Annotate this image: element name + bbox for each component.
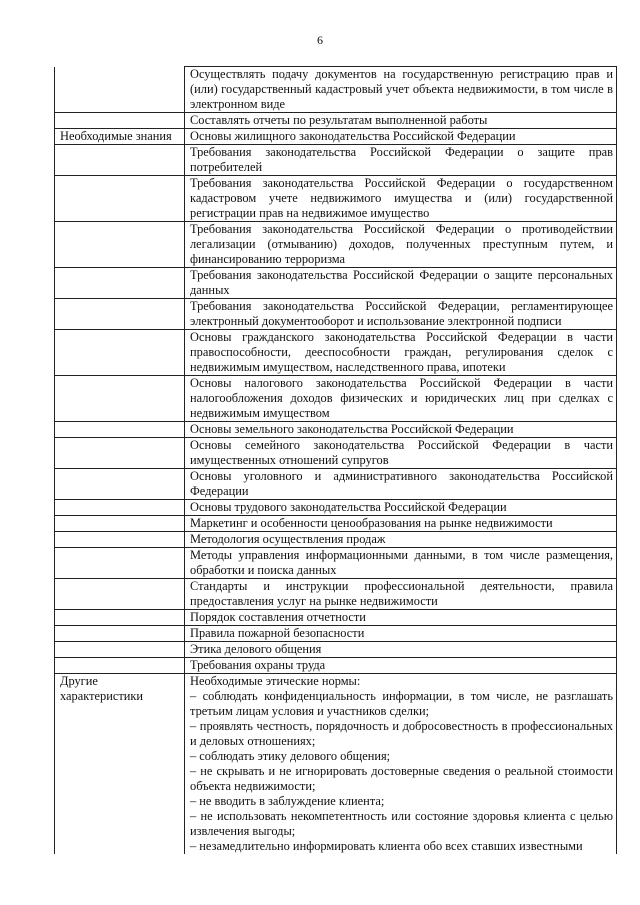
row-requirement-cell: Требования законодательства Российской Федерации о противодействии легализации (отмыванию) доходов, полученных преступным путем, и финансированию терроризма [185, 222, 617, 268]
row-requirement-cell: Основы уголовного и административного законодательства Российской Федерации [185, 469, 617, 500]
row-requirement-cell: Правила пожарной безопасности [185, 626, 617, 642]
table-row [55, 438, 617, 469]
table-row [55, 548, 617, 579]
table-row [55, 113, 617, 129]
table-row [55, 67, 617, 113]
row-requirement-cell: Осуществлять подачу документов на государственную регистрацию прав и (или) государственный кадастровый учет объекта недвижимости, в том числе в электронном виде [185, 67, 617, 113]
table-body [55, 67, 617, 855]
row-category-cell [55, 268, 185, 299]
row-requirement-cell: Составлять отчеты по результатам выполненной работы [185, 113, 617, 129]
row-category-cell [55, 626, 185, 642]
row-requirement-cell: Методы управления информационными данными, в том числе размещения, обработки и поиска данных [185, 548, 617, 579]
row-category-cell [55, 532, 185, 548]
row-requirement-cell: Методология осуществления продаж [185, 532, 617, 548]
row-category-cell [55, 548, 185, 579]
row-requirement-cell: Основы трудового законодательства Российской Федерации [185, 500, 617, 516]
table-row [55, 626, 617, 642]
ethical-norm-item: – соблюдать этику делового общения; [190, 749, 391, 763]
row-requirement-cell: Основы жилищного законодательства Российской Федерации [185, 129, 617, 145]
row-category-cell [55, 422, 185, 438]
row-requirement-cell: Порядок составления отчетности [185, 610, 617, 626]
row-category-cell [55, 222, 185, 268]
ethical-norm-item: – соблюдать конфиденциальность информации, в том числе, не разглашать третьим лицам условия и участников сделки; [190, 689, 613, 718]
table-row [55, 299, 617, 330]
table-row [55, 268, 617, 299]
row-category-cell: Необходимые знания [55, 129, 185, 145]
table-row [55, 129, 617, 145]
row-category-cell [55, 376, 185, 422]
table-row [55, 469, 617, 500]
ethical-norms-cell [185, 674, 617, 855]
row-category-cell [55, 67, 185, 113]
page-number: 6 [317, 33, 323, 47]
ethical-norm-item: – незамедлительно информировать клиента обо всех ставших известными [190, 839, 583, 853]
row-requirement-cell: Основы гражданского законодательства Российской Федерации в части правоспособности, дееспособности граждан, регулирования сделок с недвижимым имуществом, наследственного права, ипотеки [185, 330, 617, 376]
table-row [55, 330, 617, 376]
row-category-cell [55, 145, 185, 176]
table-row [55, 642, 617, 658]
ethical-norm-item: – не скрывать и не игнорировать достоверные сведения о реальной стоимости объекта недвижимости; [190, 764, 613, 793]
row-category-cell [55, 113, 185, 129]
row-category-cell [55, 579, 185, 610]
row-requirement-cell: Маркетинг и особенности ценообразования на рынке недвижимости [185, 516, 617, 532]
table-row [55, 376, 617, 422]
row-requirement-cell: Стандарты и инструкции профессиональной деятельности, правила предоставления услуг на рынке недвижимости [185, 579, 617, 610]
ethical-norm-item: – не использовать некомпетентность или состояние здоровья клиента с целью извлечения выгоды; [190, 809, 613, 838]
table-row [55, 145, 617, 176]
row-category-cell [55, 299, 185, 330]
row-requirement-cell: Требования законодательства Российской Федерации о защите персональных данных [185, 268, 617, 299]
row-category-cell [55, 176, 185, 222]
requirements-table [54, 66, 617, 854]
row-category-cell [55, 330, 185, 376]
row-category-cell [55, 500, 185, 516]
row-category-cell [55, 642, 185, 658]
table-row [55, 610, 617, 626]
row-requirement-cell: Основы семейного законодательства Российской Федерации в части имущественных отношений супругов [185, 438, 617, 469]
row-category-cell [55, 516, 185, 532]
table-row [55, 658, 617, 674]
ethical-norm-item: Необходимые этические нормы: [190, 674, 361, 688]
row-requirement-cell: Требования законодательства Российской Федерации, регламентирующее электронный документооборот и использование электронной подписи [185, 299, 617, 330]
row-requirement-cell: Требования законодательства Российской Федерации о защите прав потребителей [185, 145, 617, 176]
ethical-norm-item: – не вводить в заблуждение клиента; [190, 794, 385, 808]
row-category-cell [55, 438, 185, 469]
table-row-other-characteristics [55, 674, 617, 855]
row-category-cell [55, 469, 185, 500]
table-row [55, 516, 617, 532]
row-requirement-cell: Требования законодательства Российской Федерации о государственном кадастровом учете недвижимого имущества и (или) государственной регистрации прав на недвижимое имущество [185, 176, 617, 222]
table-row [55, 422, 617, 438]
table-row [55, 500, 617, 516]
row-category-cell [55, 658, 185, 674]
ethical-norm-item: – проявлять честность, порядочность и добросовестность в профессиональных и деловых отношениях; [190, 719, 613, 748]
table-row [55, 176, 617, 222]
table-row [55, 222, 617, 268]
row-category-cell [55, 610, 185, 626]
row-requirement-cell: Этика делового общения [185, 642, 617, 658]
table-row [55, 532, 617, 548]
other-characteristics-label: Другие характеристики [55, 674, 185, 855]
row-requirement-cell: Основы земельного законодательства Российской Федерации [185, 422, 617, 438]
row-requirement-cell: Требования охраны труда [185, 658, 617, 674]
table-row [55, 579, 617, 610]
row-requirement-cell: Основы налогового законодательства Российской Федерации в части налогообложения доходов физических и юридических лиц при сделках с недвижимым имуществом [185, 376, 617, 422]
